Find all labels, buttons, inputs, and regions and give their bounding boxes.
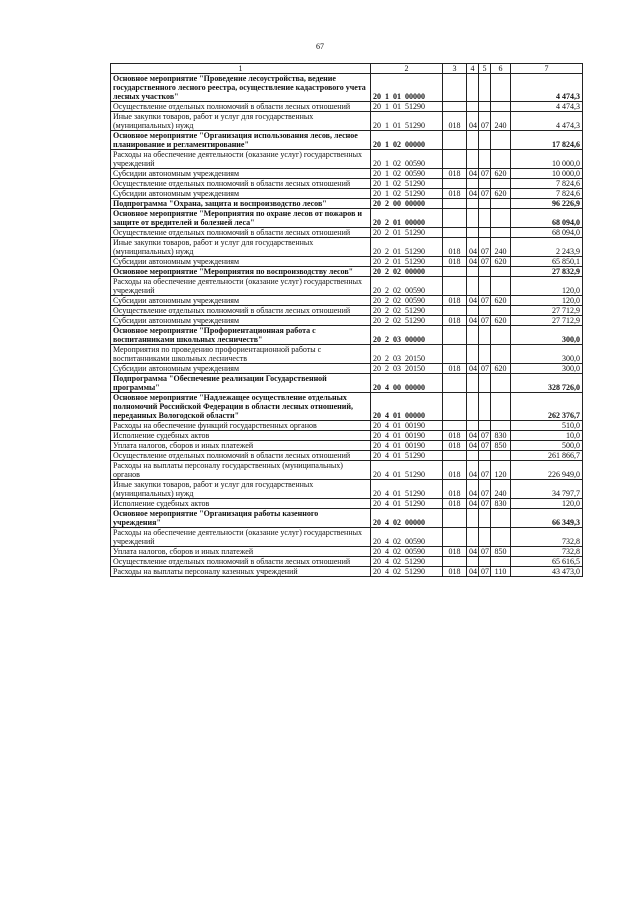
row-section-cell — [467, 557, 479, 567]
row-name-cell: Иные закупки товаров, работ и услуг для государственных (муниципальных) нужд — [111, 480, 371, 499]
row-section-cell: 04 — [467, 461, 479, 480]
row-subsection-cell: 07 — [479, 480, 491, 499]
row-subsection-cell — [479, 306, 491, 316]
header-row — [111, 64, 583, 74]
row-department-cell — [443, 557, 467, 567]
row-amount-cell: 226 949,0 — [511, 461, 583, 480]
row-code-cell: 20 2 01 51290 — [371, 238, 443, 257]
table-row — [111, 209, 583, 228]
row-department-cell — [443, 393, 467, 421]
row-section-cell — [467, 306, 479, 316]
row-code-cell: 20 2 03 20150 — [371, 345, 443, 364]
row-amount-cell: 2 243,9 — [511, 238, 583, 257]
row-subsection-cell — [479, 528, 491, 547]
row-expense-type-cell — [491, 179, 511, 189]
row-department-cell — [443, 150, 467, 169]
row-code-cell: 20 2 01 51290 — [371, 228, 443, 238]
row-section-cell — [467, 374, 479, 393]
row-amount-cell: 68 094,0 — [511, 228, 583, 238]
row-expense-type-cell — [491, 509, 511, 528]
row-expense-type-cell: 240 — [491, 112, 511, 131]
row-department-cell — [443, 209, 467, 228]
row-amount-cell: 7 824,6 — [511, 179, 583, 189]
row-subsection-cell — [479, 326, 491, 345]
row-code-cell: 20 2 02 00590 — [371, 277, 443, 296]
row-department-cell — [443, 199, 467, 209]
row-section-cell — [467, 509, 479, 528]
row-name-cell: Основное мероприятие "Мероприятия по охране лесов от пожаров и защите от вредителей и болезней леса" — [111, 209, 371, 228]
row-section-cell: 04 — [467, 238, 479, 257]
row-department-cell — [443, 306, 467, 316]
row-expense-type-cell: 240 — [491, 480, 511, 499]
row-section-cell — [467, 451, 479, 461]
row-section-cell — [467, 345, 479, 364]
row-department-cell — [443, 267, 467, 277]
row-department-cell: 018 — [443, 499, 467, 509]
row-expense-type-cell — [491, 277, 511, 296]
table-row — [111, 179, 583, 189]
table-row — [111, 74, 583, 102]
row-subsection-cell — [479, 277, 491, 296]
row-code-cell: 20 1 02 51290 — [371, 189, 443, 199]
row-name-cell: Расходы на обеспечение функций государственных органов — [111, 421, 371, 431]
row-expense-type-cell — [491, 557, 511, 567]
row-subsection-cell — [479, 131, 491, 150]
row-name-cell: Основное мероприятие "Профориентационная работа с воспитанниками школьных лесничеств" — [111, 326, 371, 345]
row-name-cell: Уплата налогов, сборов и иных платежей — [111, 547, 371, 557]
row-code-cell: 20 2 00 00000 — [371, 199, 443, 209]
row-subsection-cell — [479, 150, 491, 169]
row-subsection-cell: 07 — [479, 257, 491, 267]
table-row — [111, 238, 583, 257]
row-code-cell: 20 4 02 51290 — [371, 567, 443, 577]
row-subsection-cell — [479, 179, 491, 189]
row-section-cell: 04 — [467, 296, 479, 306]
row-section-cell: 04 — [467, 169, 479, 179]
row-department-cell — [443, 74, 467, 102]
table-row — [111, 393, 583, 421]
row-amount-cell: 17 824,6 — [511, 131, 583, 150]
table-row — [111, 421, 583, 431]
row-section-cell — [467, 528, 479, 547]
row-department-cell: 018 — [443, 316, 467, 326]
row-code-cell: 20 2 02 00000 — [371, 267, 443, 277]
header-cell: 3 — [443, 64, 467, 74]
table-row — [111, 441, 583, 451]
row-section-cell: 04 — [467, 547, 479, 557]
header-cell: 5 — [479, 64, 491, 74]
row-name-cell: Осуществление отдельных полномочий в области лесных отношений — [111, 102, 371, 112]
row-department-cell — [443, 102, 467, 112]
row-subsection-cell: 07 — [479, 499, 491, 509]
row-name-cell: Расходы на обеспечение деятельности (оказание услуг) государственных учреждений — [111, 528, 371, 547]
row-expense-type-cell — [491, 150, 511, 169]
row-expense-type-cell: 620 — [491, 257, 511, 267]
row-expense-type-cell: 620 — [491, 169, 511, 179]
row-amount-cell: 10 000,0 — [511, 150, 583, 169]
row-department-cell — [443, 277, 467, 296]
row-department-cell — [443, 509, 467, 528]
row-department-cell: 018 — [443, 364, 467, 374]
row-name-cell: Подпрограмма "Обеспечение реализации Государственной программы" — [111, 374, 371, 393]
row-amount-cell: 7 824,6 — [511, 189, 583, 199]
table-row — [111, 131, 583, 150]
row-name-cell: Субсидии автономным учреждениям — [111, 296, 371, 306]
table-row — [111, 547, 583, 557]
row-code-cell: 20 4 02 00590 — [371, 547, 443, 557]
row-expense-type-cell — [491, 199, 511, 209]
row-name-cell: Исполнение судебных актов — [111, 431, 371, 441]
row-expense-type-cell: 110 — [491, 567, 511, 577]
row-code-cell: 20 4 00 00000 — [371, 374, 443, 393]
row-department-cell: 018 — [443, 296, 467, 306]
row-subsection-cell — [479, 199, 491, 209]
row-name-cell: Иные закупки товаров, работ и услуг для государственных (муниципальных) нужд — [111, 238, 371, 257]
row-subsection-cell — [479, 509, 491, 528]
table-row — [111, 306, 583, 316]
row-section-cell: 04 — [467, 364, 479, 374]
row-name-cell: Субсидии автономным учреждениям — [111, 316, 371, 326]
row-department-cell: 018 — [443, 257, 467, 267]
row-amount-cell: 261 866,7 — [511, 451, 583, 461]
row-subsection-cell: 07 — [479, 364, 491, 374]
row-subsection-cell — [479, 451, 491, 461]
row-subsection-cell — [479, 557, 491, 567]
row-department-cell — [443, 345, 467, 364]
row-section-cell — [467, 131, 479, 150]
table-row — [111, 169, 583, 179]
row-expense-type-cell: 830 — [491, 499, 511, 509]
row-amount-cell: 4 474,3 — [511, 74, 583, 102]
row-code-cell: 20 4 01 51290 — [371, 451, 443, 461]
row-code-cell: 20 4 01 51290 — [371, 480, 443, 499]
row-amount-cell: 500,0 — [511, 441, 583, 451]
table-row — [111, 461, 583, 480]
row-name-cell: Расходы на выплаты персоналу казенных учреждений — [111, 567, 371, 577]
row-code-cell: 20 4 01 00190 — [371, 441, 443, 451]
row-amount-cell: 300,0 — [511, 364, 583, 374]
row-expense-type-cell — [491, 306, 511, 316]
row-section-cell — [467, 102, 479, 112]
row-subsection-cell — [479, 267, 491, 277]
page-number: 67 — [316, 42, 324, 51]
row-name-cell: Расходы на выплаты персоналу государственных (муниципальных) органов — [111, 461, 371, 480]
table-row — [111, 277, 583, 296]
row-section-cell — [467, 179, 479, 189]
row-code-cell: 20 2 03 20150 — [371, 364, 443, 374]
row-amount-cell: 4 474,3 — [511, 112, 583, 131]
row-subsection-cell: 07 — [479, 112, 491, 131]
row-code-cell: 20 2 02 00590 — [371, 296, 443, 306]
table-row — [111, 480, 583, 499]
table-row — [111, 431, 583, 441]
table-row — [111, 326, 583, 345]
row-amount-cell: 68 094,0 — [511, 209, 583, 228]
row-code-cell: 20 4 01 00000 — [371, 393, 443, 421]
row-subsection-cell — [479, 421, 491, 431]
row-name-cell: Исполнение судебных актов — [111, 499, 371, 509]
row-amount-cell: 732,8 — [511, 528, 583, 547]
row-amount-cell: 510,0 — [511, 421, 583, 431]
row-name-cell: Иные закупки товаров, работ и услуг для государственных (муниципальных) нужд — [111, 112, 371, 131]
row-code-cell: 20 4 02 00000 — [371, 509, 443, 528]
row-subsection-cell — [479, 374, 491, 393]
row-amount-cell: 66 349,3 — [511, 509, 583, 528]
row-section-cell — [467, 74, 479, 102]
row-code-cell: 20 1 02 51290 — [371, 179, 443, 189]
row-expense-type-cell: 240 — [491, 238, 511, 257]
row-expense-type-cell — [491, 393, 511, 421]
row-amount-cell: 300,0 — [511, 326, 583, 345]
row-code-cell: 20 2 01 00000 — [371, 209, 443, 228]
row-department-cell — [443, 131, 467, 150]
row-name-cell: Субсидии автономным учреждениям — [111, 169, 371, 179]
header-cell: 4 — [467, 64, 479, 74]
row-section-cell — [467, 228, 479, 238]
row-expense-type-cell — [491, 451, 511, 461]
row-name-cell: Субсидии автономным учреждениям — [111, 189, 371, 199]
row-amount-cell: 120,0 — [511, 499, 583, 509]
row-code-cell: 20 2 02 51290 — [371, 306, 443, 316]
row-department-cell: 018 — [443, 238, 467, 257]
row-expense-type-cell — [491, 421, 511, 431]
row-subsection-cell: 07 — [479, 431, 491, 441]
row-code-cell: 20 2 02 51290 — [371, 316, 443, 326]
table-row — [111, 189, 583, 199]
row-expense-type-cell: 620 — [491, 364, 511, 374]
row-expense-type-cell: 850 — [491, 547, 511, 557]
row-subsection-cell: 07 — [479, 238, 491, 257]
row-code-cell: 20 2 01 51290 — [371, 257, 443, 267]
row-subsection-cell: 07 — [479, 441, 491, 451]
row-amount-cell: 65 850,1 — [511, 257, 583, 267]
row-department-cell — [443, 451, 467, 461]
table-row — [111, 228, 583, 238]
row-section-cell: 04 — [467, 431, 479, 441]
row-name-cell: Расходы на обеспечение деятельности (оказание услуг) государственных учреждений — [111, 277, 371, 296]
table-row — [111, 499, 583, 509]
header-cell: 2 — [371, 64, 443, 74]
table-row — [111, 567, 583, 577]
row-section-cell: 04 — [467, 112, 479, 131]
row-section-cell — [467, 277, 479, 296]
table-row — [111, 296, 583, 306]
row-expense-type-cell: 620 — [491, 296, 511, 306]
row-amount-cell: 262 376,7 — [511, 393, 583, 421]
row-name-cell: Основное мероприятие "Надлежащее осуществление отдельных полномочий Российской Федерации в области лесных отношений, переданных Вологодской области" — [111, 393, 371, 421]
row-name-cell: Расходы на обеспечение деятельности (оказание услуг) государственных учреждений — [111, 150, 371, 169]
row-expense-type-cell: 120 — [491, 461, 511, 480]
row-code-cell: 20 4 01 00190 — [371, 421, 443, 431]
budget-table — [110, 63, 583, 577]
row-name-cell: Подпрограмма "Охрана, защита и воспроизводство лесов" — [111, 199, 371, 209]
table-row — [111, 528, 583, 547]
row-department-cell — [443, 228, 467, 238]
row-expense-type-cell — [491, 131, 511, 150]
row-code-cell: 20 1 01 00000 — [371, 74, 443, 102]
table-row — [111, 102, 583, 112]
row-section-cell: 04 — [467, 499, 479, 509]
row-section-cell: 04 — [467, 567, 479, 577]
row-expense-type-cell — [491, 374, 511, 393]
row-code-cell: 20 2 03 00000 — [371, 326, 443, 345]
row-expense-type-cell — [491, 345, 511, 364]
row-code-cell: 20 1 02 00590 — [371, 169, 443, 179]
header-cell: 6 — [491, 64, 511, 74]
table-row — [111, 451, 583, 461]
row-amount-cell: 300,0 — [511, 345, 583, 364]
row-department-cell: 018 — [443, 431, 467, 441]
row-name-cell: Субсидии автономным учреждениям — [111, 257, 371, 267]
row-name-cell: Основное мероприятие "Проведение лесоустройства, ведение государственного лесного реестра, осуществление кадастрового учета лесных участков" — [111, 74, 371, 102]
row-code-cell: 20 1 01 51290 — [371, 112, 443, 131]
row-name-cell: Основное мероприятие "Организация использования лесов, лесное планирование и регламентирование" — [111, 131, 371, 150]
row-expense-type-cell — [491, 228, 511, 238]
row-department-cell — [443, 528, 467, 547]
row-code-cell: 20 4 02 00590 — [371, 528, 443, 547]
row-subsection-cell: 07 — [479, 461, 491, 480]
row-code-cell: 20 1 01 51290 — [371, 102, 443, 112]
row-department-cell — [443, 374, 467, 393]
row-section-cell — [467, 326, 479, 345]
row-name-cell: Осуществление отдельных полномочий в области лесных отношений — [111, 306, 371, 316]
table-row — [111, 316, 583, 326]
row-name-cell: Осуществление отдельных полномочий в области лесных отношений — [111, 228, 371, 238]
row-subsection-cell — [479, 74, 491, 102]
row-amount-cell: 10,0 — [511, 431, 583, 441]
row-subsection-cell: 07 — [479, 189, 491, 199]
row-subsection-cell — [479, 228, 491, 238]
row-name-cell: Осуществление отдельных полномочий в области лесных отношений — [111, 557, 371, 567]
row-department-cell: 018 — [443, 461, 467, 480]
row-subsection-cell: 07 — [479, 316, 491, 326]
row-code-cell: 20 4 01 51290 — [371, 461, 443, 480]
row-section-cell: 04 — [467, 257, 479, 267]
row-subsection-cell: 07 — [479, 296, 491, 306]
table-row — [111, 374, 583, 393]
row-department-cell: 018 — [443, 480, 467, 499]
row-department-cell: 018 — [443, 189, 467, 199]
row-code-cell: 20 4 02 51290 — [371, 557, 443, 567]
row-subsection-cell: 07 — [479, 547, 491, 557]
row-name-cell: Субсидии автономным учреждениям — [111, 364, 371, 374]
row-subsection-cell — [479, 345, 491, 364]
row-subsection-cell: 07 — [479, 169, 491, 179]
row-expense-type-cell — [491, 102, 511, 112]
row-amount-cell: 27 832,9 — [511, 267, 583, 277]
row-expense-type-cell: 830 — [491, 431, 511, 441]
row-expense-type-cell: 620 — [491, 316, 511, 326]
row-subsection-cell: 07 — [479, 567, 491, 577]
row-section-cell: 04 — [467, 441, 479, 451]
row-amount-cell: 10 000,0 — [511, 169, 583, 179]
row-amount-cell: 4 474,3 — [511, 102, 583, 112]
row-amount-cell: 34 797,7 — [511, 480, 583, 499]
table-row — [111, 257, 583, 267]
row-name-cell: Основное мероприятие "Организация работы казенного учреждения" — [111, 509, 371, 528]
row-section-cell: 04 — [467, 480, 479, 499]
row-amount-cell: 27 712,9 — [511, 306, 583, 316]
row-name-cell: Мероприятия по проведению профориентационной работы с воспитанниками школьных лесничеств — [111, 345, 371, 364]
row-expense-type-cell: 620 — [491, 189, 511, 199]
row-expense-type-cell: 850 — [491, 441, 511, 451]
table-body — [111, 74, 583, 577]
table-row — [111, 345, 583, 364]
row-name-cell: Осуществление отдельных полномочий в области лесных отношений — [111, 179, 371, 189]
row-section-cell — [467, 209, 479, 228]
row-name-cell: Основное мероприятие "Мероприятия по воспроизводству лесов" — [111, 267, 371, 277]
row-section-cell — [467, 393, 479, 421]
header-cell: 1 — [111, 64, 371, 74]
row-section-cell — [467, 421, 479, 431]
row-name-cell: Уплата налогов, сборов и иных платежей — [111, 441, 371, 451]
row-subsection-cell — [479, 393, 491, 421]
row-amount-cell: 27 712,9 — [511, 316, 583, 326]
table-row — [111, 267, 583, 277]
row-code-cell: 20 4 01 00190 — [371, 431, 443, 441]
row-department-cell — [443, 326, 467, 345]
row-expense-type-cell — [491, 528, 511, 547]
row-subsection-cell — [479, 209, 491, 228]
table-row — [111, 364, 583, 374]
row-department-cell: 018 — [443, 169, 467, 179]
table-row — [111, 509, 583, 528]
row-department-cell — [443, 179, 467, 189]
row-section-cell: 04 — [467, 316, 479, 326]
row-amount-cell: 96 226,9 — [511, 199, 583, 209]
row-section-cell: 04 — [467, 189, 479, 199]
row-expense-type-cell — [491, 74, 511, 102]
row-name-cell: Осуществление отдельных полномочий в области лесных отношений — [111, 451, 371, 461]
table-row — [111, 199, 583, 209]
table-row — [111, 112, 583, 131]
row-amount-cell: 43 473,0 — [511, 567, 583, 577]
table-row — [111, 150, 583, 169]
row-section-cell — [467, 199, 479, 209]
row-code-cell: 20 1 02 00590 — [371, 150, 443, 169]
row-section-cell — [467, 267, 479, 277]
row-department-cell — [443, 421, 467, 431]
row-code-cell: 20 4 01 51290 — [371, 499, 443, 509]
row-expense-type-cell — [491, 209, 511, 228]
row-department-cell: 018 — [443, 441, 467, 451]
row-department-cell: 018 — [443, 112, 467, 131]
row-amount-cell: 328 726,0 — [511, 374, 583, 393]
row-section-cell — [467, 150, 479, 169]
row-department-cell: 018 — [443, 567, 467, 577]
header-cell: 7 — [511, 64, 583, 74]
row-subsection-cell — [479, 102, 491, 112]
row-department-cell: 018 — [443, 547, 467, 557]
row-amount-cell: 120,0 — [511, 277, 583, 296]
row-amount-cell: 732,8 — [511, 547, 583, 557]
row-amount-cell: 65 616,5 — [511, 557, 583, 567]
row-expense-type-cell — [491, 267, 511, 277]
row-amount-cell: 120,0 — [511, 296, 583, 306]
row-code-cell: 20 1 02 00000 — [371, 131, 443, 150]
row-expense-type-cell — [491, 326, 511, 345]
table-row — [111, 557, 583, 567]
